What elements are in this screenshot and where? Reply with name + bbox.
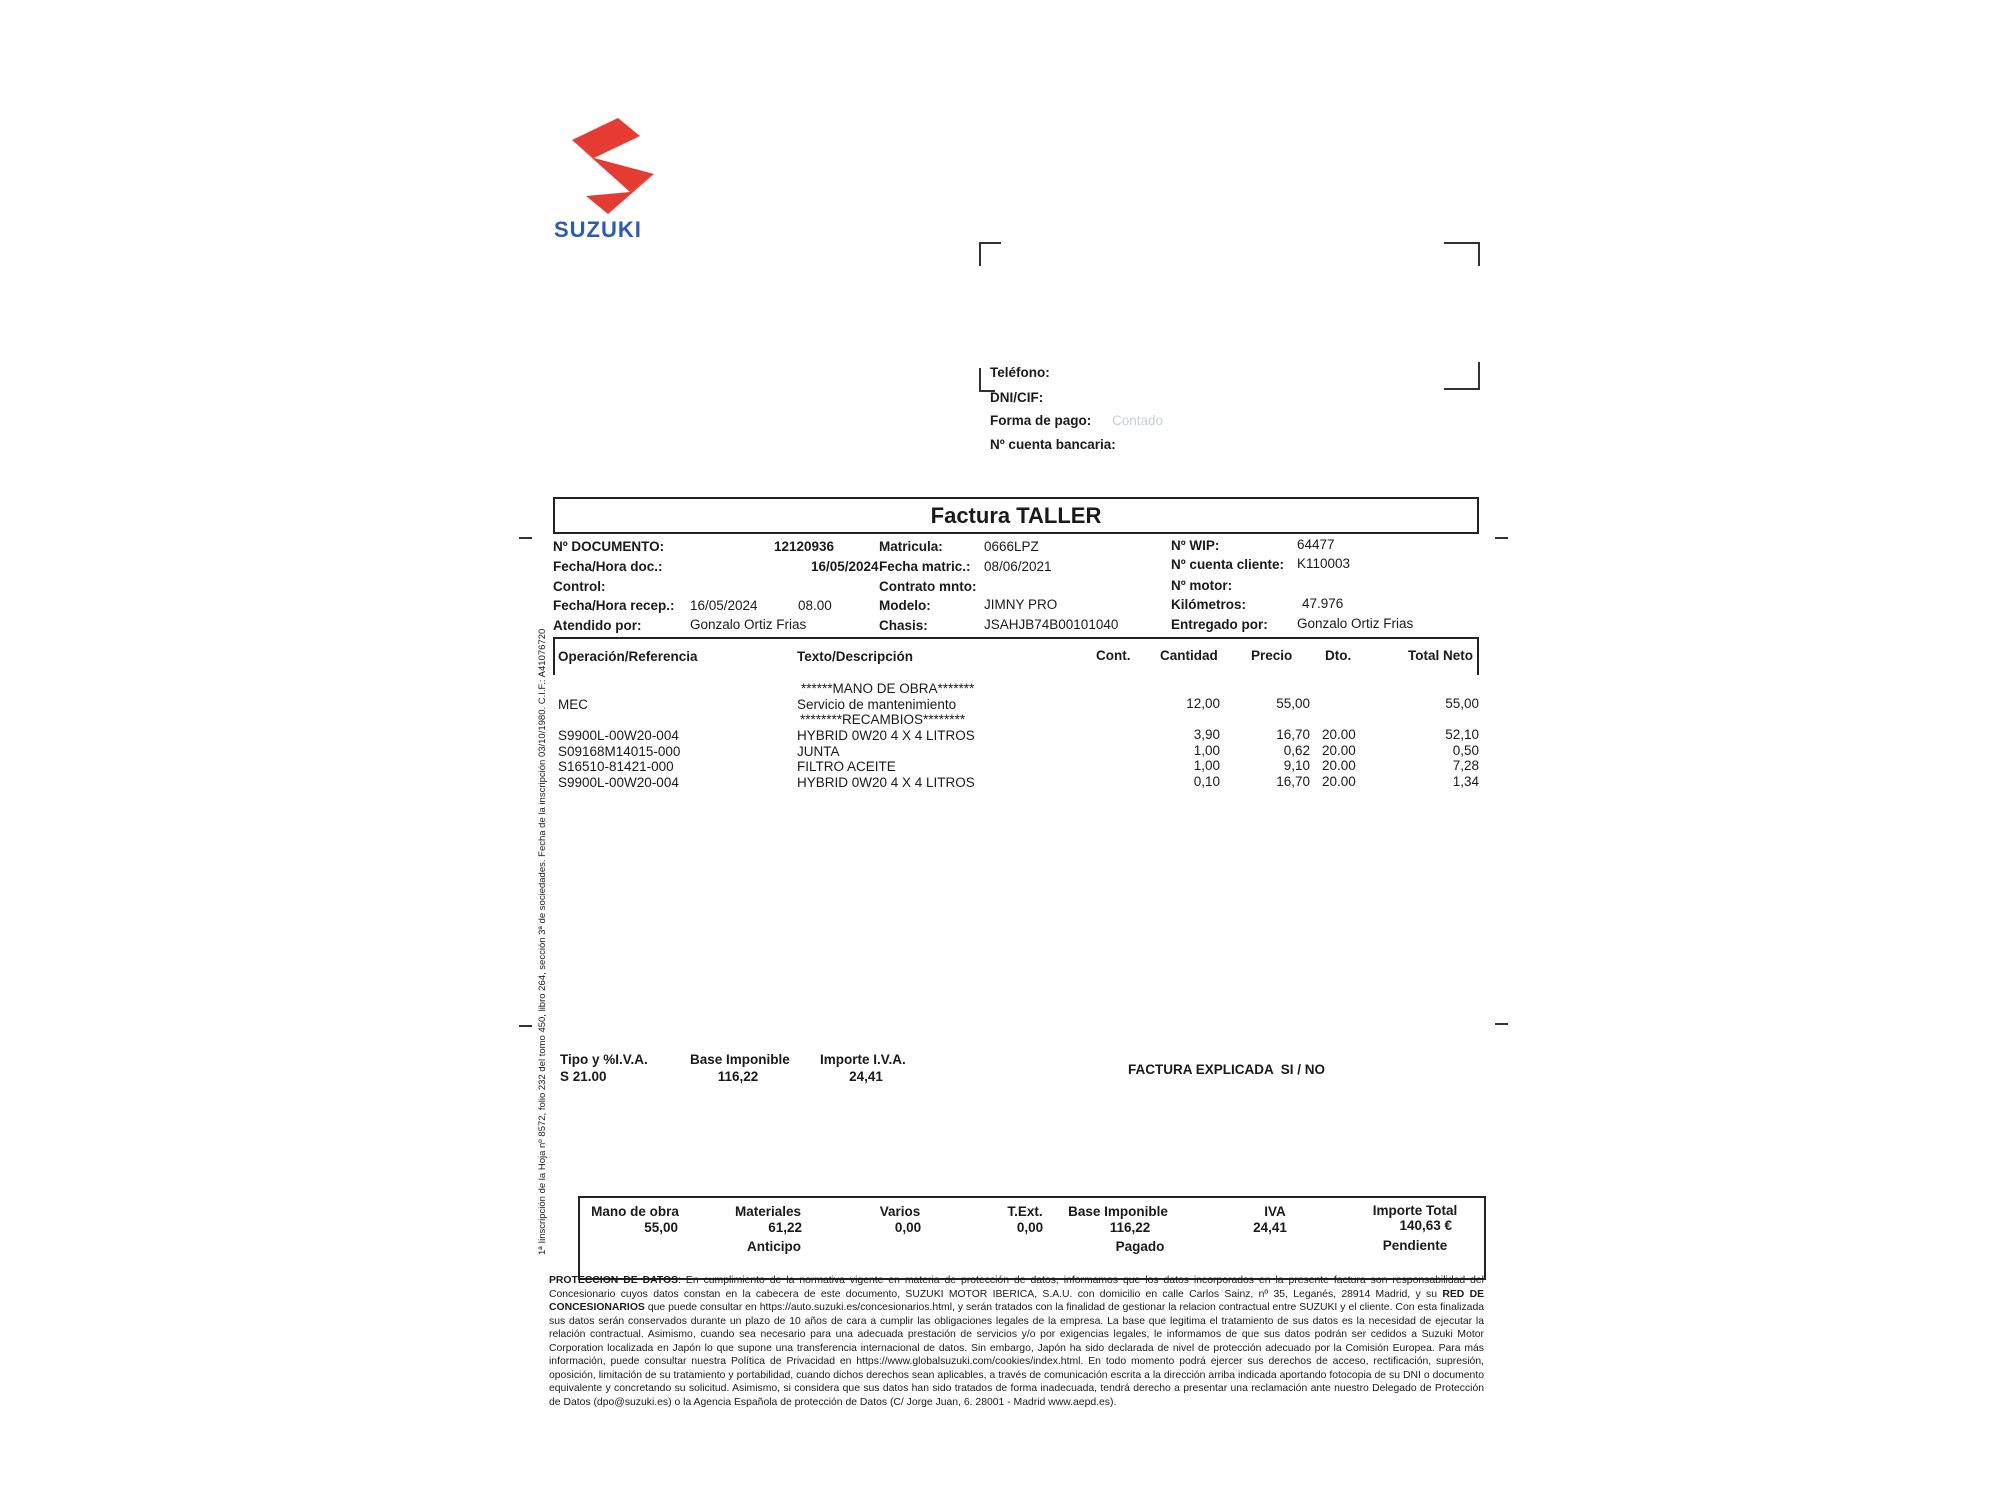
entregado-label: Entregado por: xyxy=(1171,617,1268,632)
line-desc: FILTRO ACEITE xyxy=(797,759,896,774)
fecha-doc-label: Fecha/Hora doc.: xyxy=(553,559,663,574)
dni-label: DNI/CIF: xyxy=(990,390,1044,405)
km-value: 47.976 xyxy=(1302,596,1344,611)
col-dto: Dto. xyxy=(1325,648,1352,663)
brand-name: SUZUKI xyxy=(554,217,642,242)
line-precio: 55,00 xyxy=(1276,696,1310,711)
section-recambios: ********RECAMBIOS******** xyxy=(800,712,966,727)
line-precio: 16,70 xyxy=(1276,774,1310,789)
col-precio: Precio xyxy=(1251,648,1293,663)
total-iva-label: IVA xyxy=(1264,1204,1286,1219)
line-cantidad: 12,00 xyxy=(1186,696,1220,711)
chasis-label: Chasis: xyxy=(879,618,928,633)
margin-tick xyxy=(519,537,532,539)
control-label: Control: xyxy=(553,579,606,594)
modelo-value: JIMNY PRO xyxy=(984,597,1058,612)
total-varios-label: Varios xyxy=(879,1204,921,1219)
line-cantidad: 0,10 xyxy=(1193,774,1220,789)
notice-heading: PROTECCION DE DATOS xyxy=(549,1275,679,1286)
suzuki-s-icon xyxy=(554,118,672,214)
fecha-matric-value: 08/06/2021 xyxy=(984,559,1052,574)
total-base-value: 116,22 xyxy=(1109,1220,1151,1235)
notice-part1: : En cumplimiento de la normativa vigente en materia de protección de datos, informamos que los datos incorporados en la presente factura son responsabilidad del Concesionario cuyos datos constan en la cabecera de este documento, SUZUKI MOTOR IBERICA, S.A.U. con domicilio en calle Carlos Sainz, nº 35, Leganés, 28914 Madrid, y su xyxy=(549,1275,1484,1300)
iva-base-value: 116,22 xyxy=(717,1069,759,1084)
total-text-label: T.Ext. xyxy=(1007,1204,1043,1219)
line-dto: 20.00 xyxy=(1322,743,1356,758)
iva-base-label: Base Imponible xyxy=(690,1052,790,1067)
line-precio: 16,70 xyxy=(1276,727,1310,742)
iva-importe-label: Importe I.V.A. xyxy=(820,1052,906,1067)
fecha-matric-label: Fecha matric.: xyxy=(879,559,971,574)
iva-tipo-label: Tipo y %I.V.A. xyxy=(560,1052,648,1067)
total-mano-obra-value: 55,00 xyxy=(644,1220,678,1235)
total-iva-value: 24,41 xyxy=(1253,1220,1287,1235)
line-total: 0,50 xyxy=(1452,743,1479,758)
line-ref: S9900L-00W20-004 xyxy=(558,775,679,790)
col-operacion: Operación/Referencia xyxy=(558,649,698,664)
documento-label: Nº DOCUMENTO: xyxy=(553,539,665,554)
col-cantidad: Cantidad xyxy=(1160,648,1218,663)
wip-value: 64477 xyxy=(1297,537,1335,552)
data-protection-notice xyxy=(549,1274,1484,1409)
line-dto: 20.00 xyxy=(1322,774,1356,789)
wip-label: Nº WIP: xyxy=(1171,538,1220,553)
notice-red: RED DE CONCESIONARIOS xyxy=(549,1288,1484,1313)
fecha-recep-label: Fecha/Hora recep.: xyxy=(553,598,675,613)
documento-value: 12120936 xyxy=(774,539,835,554)
section-mano-obra: ******MANO DE OBRA******* xyxy=(801,681,975,696)
forma-pago-label: Forma de pago: xyxy=(990,413,1092,428)
line-precio: 9,10 xyxy=(1283,758,1310,773)
margin-tick xyxy=(1495,537,1508,539)
total-importe-value: 140,63 € xyxy=(1399,1218,1452,1233)
total-text-value: 0,00 xyxy=(1016,1220,1044,1235)
invoice-title: Factura TALLER xyxy=(930,503,1102,528)
total-base-label: Base Imponible xyxy=(1068,1204,1168,1219)
km-label: Kilómetros: xyxy=(1171,597,1247,612)
line-desc: HYBRID 0W20 4 X 4 LITROS xyxy=(797,775,975,790)
line-desc: HYBRID 0W20 4 X 4 LITROS xyxy=(797,728,975,743)
window-corner-br xyxy=(1444,362,1480,390)
total-anticipo-label: Anticipo xyxy=(747,1239,801,1254)
line-precio: 0,62 xyxy=(1283,743,1310,758)
fecha-recep-value: 16/05/2024 xyxy=(690,598,758,613)
line-ref: MEC xyxy=(558,697,588,712)
modelo-label: Modelo: xyxy=(879,598,931,613)
iva-tipo-value: S 21.00 xyxy=(560,1069,607,1084)
line-total: 1,34 xyxy=(1452,774,1479,789)
line-ref: S9900L-00W20-004 xyxy=(558,728,679,743)
total-importe-label: Importe Total xyxy=(1372,1203,1458,1218)
total-mano-obra-label: Mano de obra xyxy=(591,1204,679,1219)
line-total: 55,00 xyxy=(1445,696,1479,711)
entregado-value: Gonzalo Ortiz Frias xyxy=(1297,616,1414,631)
total-materiales-value: 61,22 xyxy=(768,1220,802,1235)
brand-logo xyxy=(550,118,680,248)
window-corner-tr xyxy=(1444,242,1480,266)
line-total: 7,28 xyxy=(1452,758,1479,773)
col-total: Total Neto xyxy=(1408,648,1473,663)
line-cantidad: 3,90 xyxy=(1193,727,1220,742)
total-pagado-label: Pagado xyxy=(1115,1239,1165,1254)
atendido-value: Gonzalo Ortiz Frias xyxy=(690,617,807,632)
hora-recep-value: 08.00 xyxy=(798,598,832,613)
fecha-doc-value: 16/05/2024 xyxy=(811,559,879,574)
line-cantidad: 1,00 xyxy=(1193,743,1220,758)
line-desc: Servicio de mantenimiento xyxy=(797,697,957,712)
total-materiales-label: Materiales xyxy=(734,1204,802,1219)
margin-tick xyxy=(519,1025,532,1027)
iva-importe-value: 24,41 xyxy=(849,1069,883,1084)
chasis-value: JSAHJB74B00101040 xyxy=(984,617,1119,632)
contrato-label: Contrato mnto: xyxy=(879,579,977,594)
line-dto: 20.00 xyxy=(1322,727,1356,742)
invoice-title-box xyxy=(553,497,1479,534)
window-corner-tl xyxy=(979,242,1001,266)
line-ref: S16510-81421-000 xyxy=(558,759,674,774)
line-desc: JUNTA xyxy=(797,744,840,759)
cuenta-cliente-label: Nº cuenta cliente: xyxy=(1171,557,1284,572)
col-texto: Texto/Descripción xyxy=(797,649,914,664)
notice-part2: que puede consultar en https://auto.suzuki.es/concesionarios.html, y serán tratados con la finalidad de gestionar la relacion contractual entre SUZUKI y el cliente. Con esta finalizada sus datos serán conservados durante un plazo de 10 años de cara a cumplir las obligaciones legales de la empresa. La base que legitima el tratamiento de sus datos es la necesidad de ejecutar la relación contractual. Asimismo, cuando sea necesario para una adecuada prestación de servicios y/o por exigencias legales, le informamos de que sus datos podrán ser cedidos a Suzuki Motor Corporation localizada en Japón lo que supone una transferencia internacional de datos. Sin embargo, Japón ha sido declarada de nivel de protección adecuado por la Comisión Europea. Para más información, puede consultar nuestra Política de Privacidad en https://www.globalsuzuki.com/cookies/index.html. En todo momento podrá ejercer sus derechos de acceso, rectificación, supresión, oposición, limitación de su tratamiento y portabilidad, cuando dichos derechos sean aplicables, a través de comunicación escrita a la dirección arriba indicada aportando fotocopia de su DNI o documento equivalente y concretando su solicitud. Asimismo, si considera que sus datos han sido tratados de forma inadecuada, tendrá derecho a presentar una reclamación ante nuestro Delegado de Protección de Datos (dpo@suzuki.es) o la Agencia Española de protección de Datos (C/ Jorge Juan, 6. 28001 - Madrid www.aepd.es). xyxy=(549,1302,1484,1408)
total-varios-value: 0,00 xyxy=(894,1220,922,1235)
telefono-label: Teléfono: xyxy=(990,365,1050,380)
line-dto: 20.00 xyxy=(1322,758,1356,773)
line-cantidad: 1,00 xyxy=(1193,758,1220,773)
line-total: 52,10 xyxy=(1445,727,1479,742)
matricula-label: Matricula: xyxy=(879,539,943,554)
matricula-value: 0666LPZ xyxy=(984,539,1039,554)
atendido-label: Atendido por: xyxy=(553,618,642,633)
cuenta-cliente-value: K110003 xyxy=(1297,556,1351,571)
forma-pago-value: Contado xyxy=(1112,413,1164,428)
factura-explicada: FACTURA EXPLICADA SI / NO xyxy=(1128,1062,1326,1077)
total-pendiente-label: Pendiente xyxy=(1382,1238,1448,1253)
motor-label: Nº motor: xyxy=(1171,578,1233,593)
registry-text: 1ª Iinscripción de la Hoja nº 8572, folio 232 del tomo 450, libro 264, sección 3ª de sociedades. Fecha de la inscripción 03/10/1980. C.I.F.: A41076720 xyxy=(537,628,548,1255)
margin-tick xyxy=(1495,1023,1508,1025)
col-cont: Cont. xyxy=(1096,648,1131,663)
cuenta-bancaria-label: Nº cuenta bancaria: xyxy=(990,437,1116,452)
line-ref: S09168M14015-000 xyxy=(558,744,681,759)
